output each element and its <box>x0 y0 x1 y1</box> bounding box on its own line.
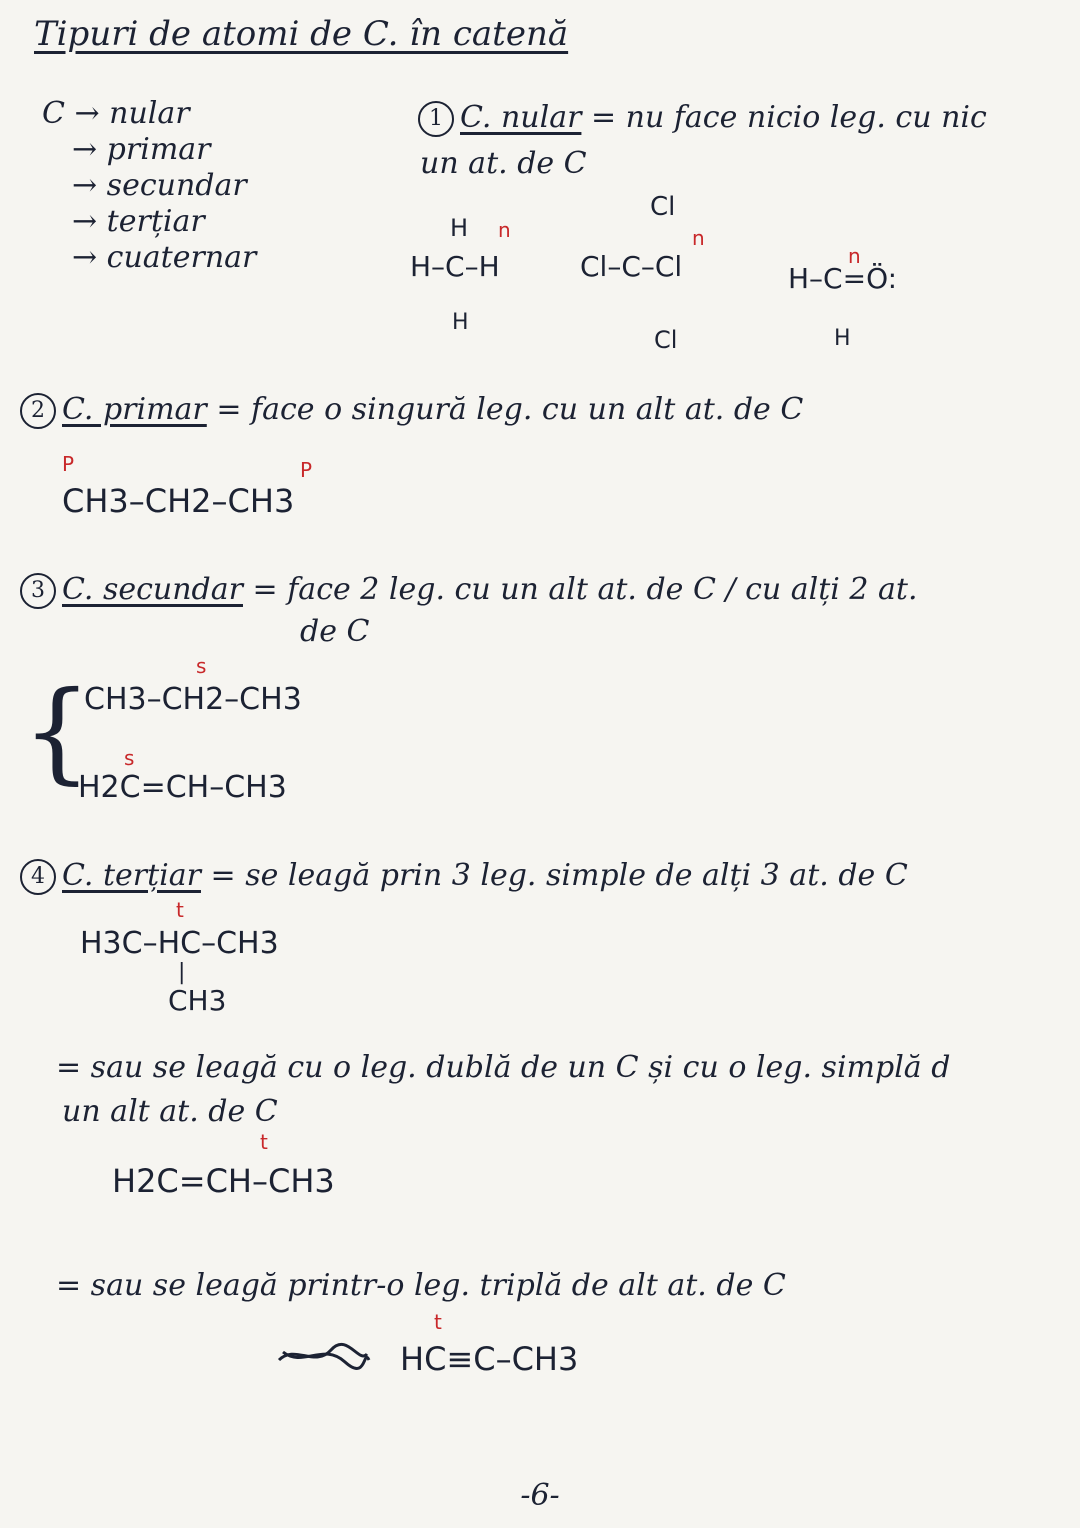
primar-heading: C. primar <box>62 392 207 427</box>
primar-marker-1: P <box>62 452 75 476</box>
nular-definition-cont: un at. de C <box>420 146 587 181</box>
primar-number: 2 <box>20 393 56 429</box>
page-title: Tipuri de atomi de C. în catenă <box>34 14 569 54</box>
ccl4-bottom: Cl <box>654 326 678 354</box>
tertiar-formula-1-branch-bond: | <box>178 960 186 985</box>
crossed-out-scribble <box>275 1338 371 1374</box>
type-item-tertiar: → terțiar <box>72 204 205 239</box>
nular-definition-line <box>418 100 987 137</box>
type-item-cuaternar: → cuaternar <box>72 240 257 275</box>
secundar-number: 3 <box>20 573 56 609</box>
methane-top: H <box>450 214 469 242</box>
ccl4-formula: Cl–C–Cl <box>580 250 683 283</box>
nular-number: 1 <box>418 101 454 137</box>
type-item-primar: → primar <box>72 132 211 167</box>
nular-marker-2: n <box>692 226 705 250</box>
propane-formula: CH3–CH2–CH3 <box>62 482 295 520</box>
tertiar-marker-1: t <box>176 898 184 922</box>
secundar-heading: C. secundar <box>62 572 243 607</box>
page-number: -6- <box>520 1478 560 1513</box>
tertiar-formula-1: H3C–HC–CH3 <box>80 926 279 961</box>
secundar-formula-1: CH3–CH2–CH3 <box>84 682 302 717</box>
nular-heading: C. nular <box>460 100 582 135</box>
tertiar-number: 4 <box>20 859 56 895</box>
secundar-marker-1: s <box>196 654 207 678</box>
tertiar-alt-2: = sau se leagă printr-o leg. triplă de alt at. de C <box>56 1268 786 1303</box>
methane-bottom: H <box>452 310 469 335</box>
tertiar-formula-1-branch: CH3 <box>168 984 227 1017</box>
formaldehyde-formula: H–C=Ö: <box>788 262 898 295</box>
tertiar-formula-2: H2C=CH–CH3 <box>112 1162 335 1200</box>
secundar-marker-2: s <box>124 746 135 770</box>
tertiar-definition: = se leagă prin 3 leg. simple de alți 3 at. de C <box>210 858 908 893</box>
formaldehyde-bottom: H <box>834 326 851 351</box>
tertiar-heading: C. terțiar <box>62 858 201 893</box>
tertiar-formula-3: HC≡C–CH3 <box>400 1340 579 1378</box>
nular-marker-1: n <box>498 218 511 242</box>
secundar-definition-cont: de C <box>300 614 370 649</box>
tertiar-alt-1-cont: un alt at. de C <box>62 1094 278 1129</box>
primar-definition-line <box>20 392 803 429</box>
primar-marker-2: P <box>300 458 313 482</box>
secundar-definition: = face 2 leg. cu un alt at. de C / cu alți 2 at. <box>252 572 918 607</box>
tertiar-marker-2: t <box>260 1130 268 1154</box>
carbon-type-list <box>42 96 382 276</box>
tertiar-marker-3: t <box>434 1310 442 1334</box>
methane-formula: H–C–H <box>410 250 500 283</box>
tertiar-alt-1: = sau se leagă cu o leg. dublă de un C și cu o leg. simplă d <box>56 1050 951 1085</box>
nular-marker-3: n <box>848 244 861 268</box>
type-item-nular: C → nular <box>42 96 190 131</box>
type-item-secundar: → secundar <box>72 168 247 203</box>
nular-definition: = nu face nicio leg. cu nic <box>590 100 987 135</box>
secundar-brace: { <box>22 667 92 795</box>
primar-definition: = face o singură leg. cu un alt at. de C <box>216 392 804 427</box>
secundar-formula-2: H2C=CH–CH3 <box>78 770 287 805</box>
tertiar-definition-line <box>20 858 908 895</box>
secundar-definition-line <box>20 572 918 609</box>
ccl4-top: Cl <box>650 192 676 222</box>
